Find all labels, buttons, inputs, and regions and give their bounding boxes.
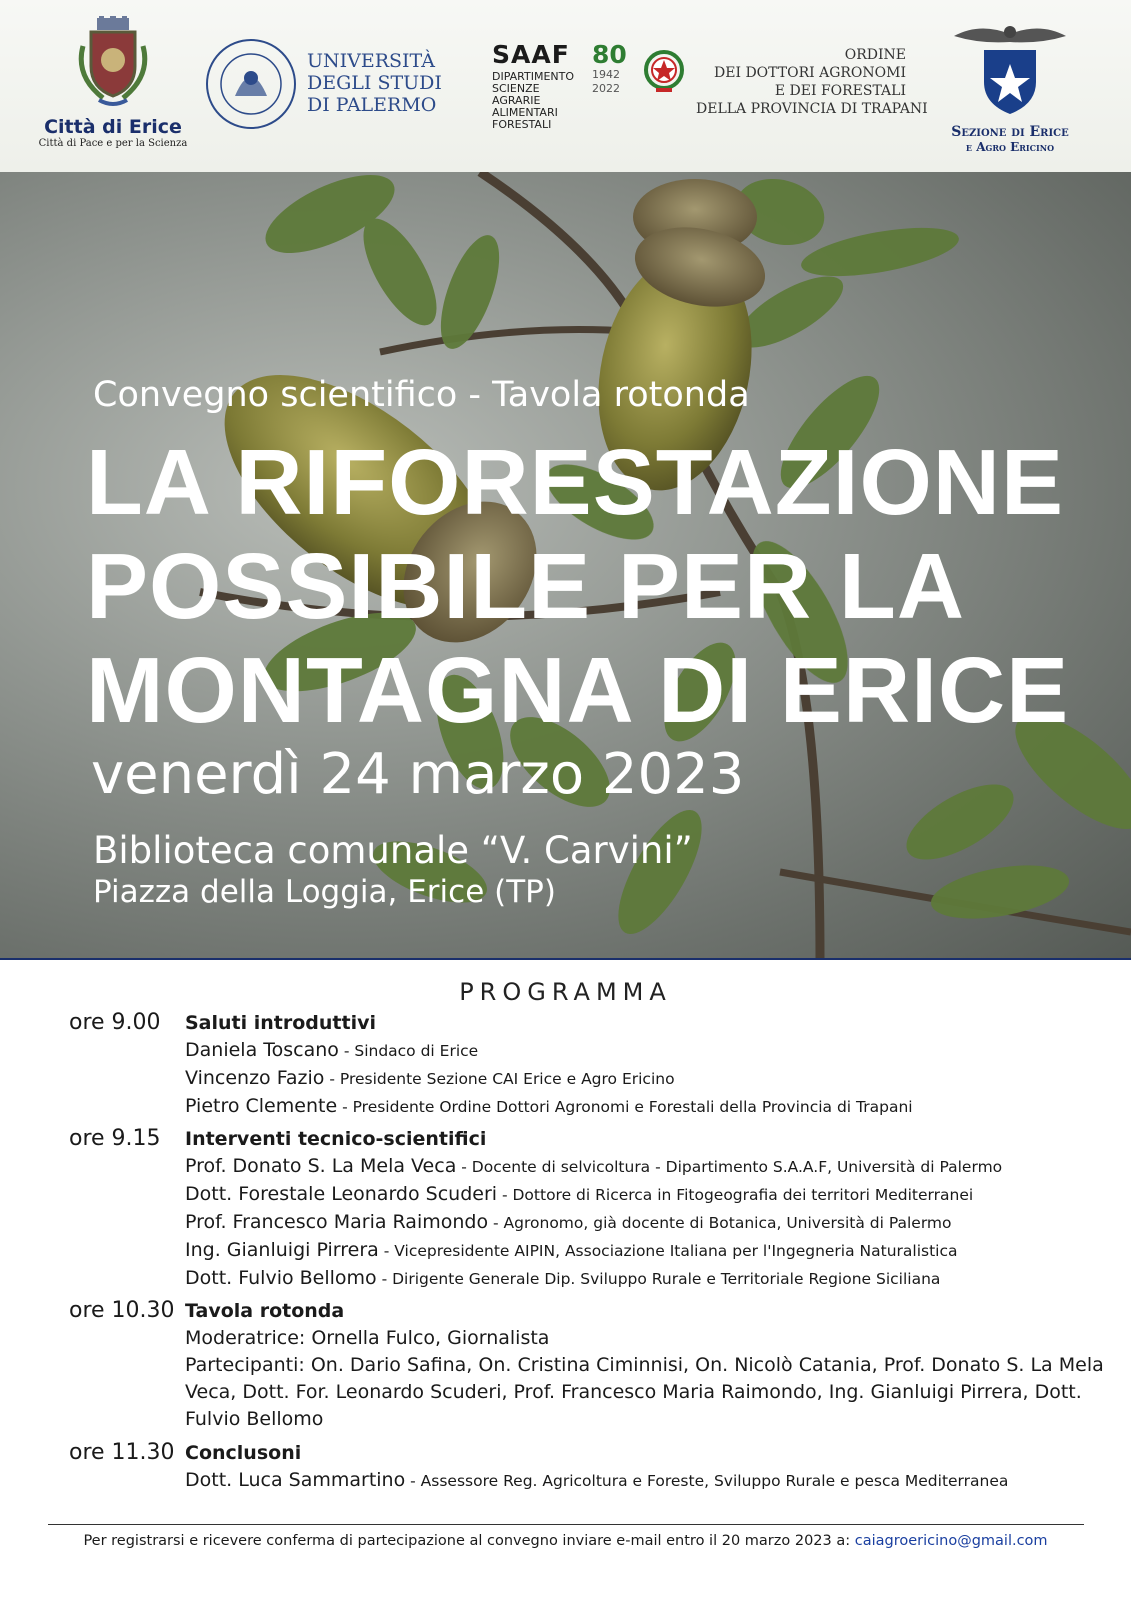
saaf-line-2: SCIENZE — [492, 82, 540, 95]
speaker-line — [185, 1181, 1115, 1209]
ordine-line-3: E DEI FORESTALI — [774, 83, 906, 99]
ordine-line-4: DELLA PROVINCIA DI TRAPANI — [696, 101, 928, 117]
saaf-acronym: SAAF — [492, 40, 570, 69]
unipa-logo — [205, 38, 442, 134]
speaker-name: Ing. Gianluigi Pirrera — [185, 1239, 379, 1261]
saaf-line-1: DIPARTIMENTO — [492, 70, 575, 83]
speaker-line — [185, 1153, 1115, 1181]
speaker-name: Daniela Toscano — [185, 1039, 339, 1061]
unipa-seal-icon — [205, 38, 297, 130]
speaker-line — [185, 1093, 1115, 1121]
session-heading: Saluti introduttivi — [185, 1012, 377, 1034]
hero-divider — [0, 958, 1131, 960]
ordine-line-2: DEI DOTTORI AGRONOMI — [714, 65, 906, 81]
session-time: ore 11.30 — [69, 1440, 175, 1465]
session-heading: Tavola rotonda — [185, 1300, 345, 1322]
italian-emblem-icon — [642, 48, 686, 96]
participants-line: Partecipanti: On. Dario Safina, On. Cristina Ciminnisi, On. Nicolò Catania, Prof. Donato S. La Mela Veca, Dott. For. Leonardo Scuderi, Prof. Francesco Maria Raimondo, Ing. Gianluigi Pirrera, Dott. Fulvio Bellomo — [185, 1354, 1104, 1430]
speaker-name: Dott. Luca Sammartino — [185, 1469, 406, 1491]
logo-bar — [0, 0, 1131, 172]
speaker-line — [185, 1237, 1115, 1265]
speaker-role: - Dottore di Ricerca in Fitogeografia dei territori Mediterranei — [497, 1186, 974, 1204]
session-heading: Interventi tecnico-scientifici — [185, 1128, 487, 1150]
saaf-years — [592, 68, 620, 96]
event-date: venerdì 24 marzo 2023 — [91, 742, 745, 807]
moderator-line: Moderatrice: Ornella Fulco, Giornalista — [185, 1327, 550, 1349]
speaker-role: - Dirigente Generale Dip. Sviluppo Rurale e Territoriale Regione Siciliana — [376, 1270, 941, 1288]
registration-note — [0, 1533, 1131, 1549]
session-time: ore 10.30 — [69, 1298, 175, 1323]
saaf-line-4: ALIMENTARI — [492, 106, 558, 119]
unipa-line-2: DEGLI STUDI — [307, 72, 442, 94]
citta-di-erice-logo — [38, 16, 188, 149]
session-heading: Conclusoni — [185, 1442, 302, 1464]
saaf-logo — [492, 40, 627, 131]
speaker-line — [185, 1265, 1115, 1293]
session-lines — [185, 1298, 1115, 1433]
ordine-text — [696, 46, 928, 118]
ordine-line-1: ORDINE — [844, 47, 906, 63]
session-time: ore 9.00 — [69, 1010, 161, 1035]
erice-subtitle: Città di Pace e per la Scienza — [38, 138, 188, 149]
speaker-role: - Vicepresidente AIPIN, Associazione Italiana per l'Ingegneria Naturalistica — [378, 1242, 958, 1260]
session-lines — [185, 1440, 1115, 1495]
saaf-year-end: 2022 — [592, 82, 620, 95]
session-lines — [185, 1126, 1115, 1293]
saaf-department — [492, 71, 574, 131]
saaf-line-5: FORESTALI — [492, 118, 552, 131]
speaker-name: Prof. Francesco Maria Raimondo — [185, 1211, 489, 1233]
event-title-line-2: POSSIBILE PER LA — [86, 534, 965, 638]
speaker-name: Prof. Donato S. La Mela Veca — [185, 1155, 457, 1177]
session-lines — [185, 1010, 1115, 1121]
speaker-name: Vincenzo Fazio — [185, 1067, 325, 1089]
speaker-line — [185, 1209, 1115, 1237]
unipa-line-3: DI PALERMO — [307, 94, 437, 116]
unipa-text — [307, 50, 442, 116]
speaker-line — [185, 1037, 1115, 1065]
registration-text: Per registrarsi e ricevere conferma di partecipazione al convegno inviare e-mail entro il 20 marzo 2023 a: — [83, 1533, 855, 1549]
event-title-line-3: MONTAGNA DI ERICE — [86, 638, 1070, 742]
hero-image — [0, 172, 1131, 960]
event-kicker: Convegno scientifico - Tavola rotonda — [93, 375, 750, 415]
event-address: Piazza della Loggia, Erice (TP) — [93, 874, 556, 910]
event-venue: Biblioteca comunale “V. Carvini” — [93, 829, 693, 872]
cai-logo — [940, 22, 1080, 154]
speaker-name: Dott. Fulvio Bellomo — [185, 1267, 377, 1289]
event-title — [86, 430, 1069, 742]
footer-divider — [48, 1524, 1084, 1525]
speaker-line — [185, 1065, 1115, 1093]
speaker-role: - Docente di selvicoltura - Dipartimento S.A.A.F, Università di Palermo — [456, 1158, 1003, 1176]
cai-line-1: Sezione di Erice — [951, 124, 1069, 140]
speaker-role: - Assessore Reg. Agricoltura e Foreste, Sviluppo Rurale e pesca Mediterranea — [405, 1472, 1009, 1490]
registration-email-link[interactable]: caiagroericino@gmail.com — [854, 1533, 1048, 1549]
erice-name: Città di Erice — [44, 116, 182, 138]
speaker-role: - Sindaco di Erice — [338, 1042, 479, 1060]
speaker-role: - Presidente Sezione CAI Erice e Agro Ericino — [324, 1070, 675, 1088]
saaf-line-3: AGRARIE — [492, 94, 541, 107]
saaf-anniversary: 80 — [592, 40, 627, 69]
speaker-line — [185, 1467, 1115, 1495]
speaker-role: - Presidente Ordine Dottori Agronomi e Forestali della Provincia di Trapani — [337, 1098, 913, 1116]
cai-eagle-star-icon — [950, 22, 1070, 116]
saaf-year-start: 1942 — [592, 68, 620, 81]
erice-coat-of-arms-icon — [73, 16, 153, 108]
event-title-line-1: LA RIFORESTAZIONE — [86, 430, 1064, 534]
session-time: ore 9.15 — [69, 1126, 161, 1151]
speaker-name: Pietro Clemente — [185, 1095, 338, 1117]
speaker-role: - Agronomo, già docente di Botanica, Università di Palermo — [488, 1214, 952, 1232]
unipa-line-1: UNIVERSITÀ — [307, 50, 435, 72]
programme-title: PROGRAMMA — [459, 978, 672, 1006]
cai-line-2: e Agro Ericino — [965, 140, 1055, 154]
speaker-name: Dott. Forestale Leonardo Scuderi — [185, 1183, 498, 1205]
